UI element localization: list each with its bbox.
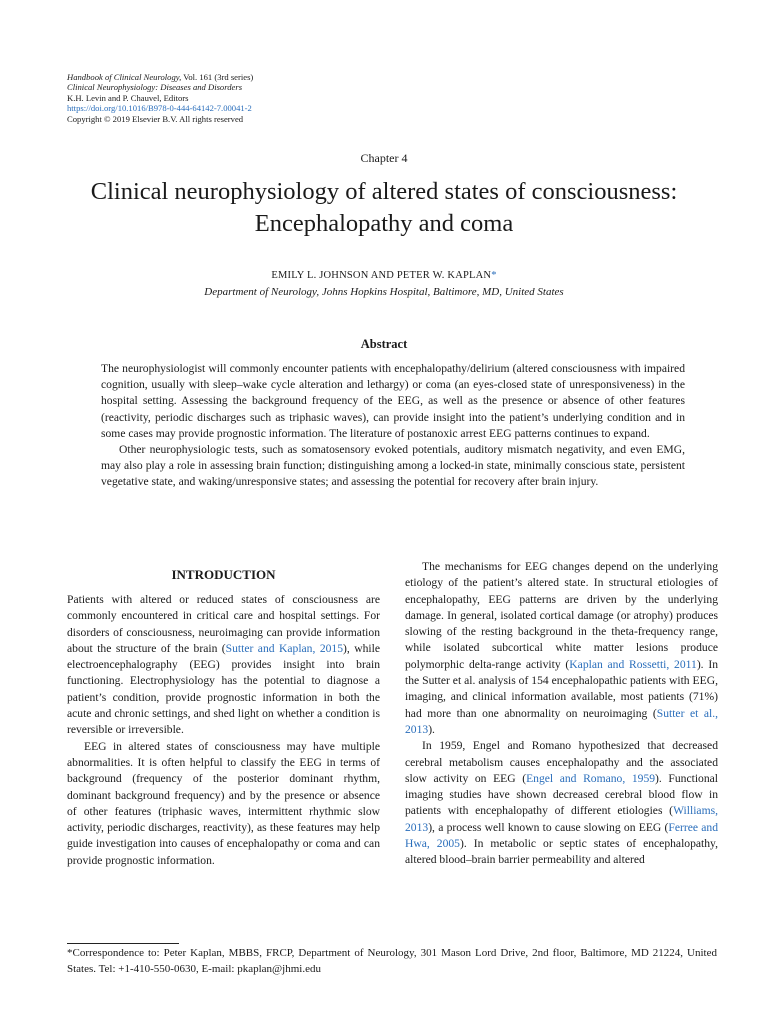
ref-sutter-kaplan-2015[interactable]: Sutter and Kaplan, 2015 xyxy=(225,641,344,655)
intro-p1-text-b: ), while electroencephalography (EEG) provides insight into brain functioning. Electrophysiology has the potential to diagnose a patient’s condition, provide prognostic information in both the acute and chronic settings, and shed light on whether a condition is reversible or irreversible. xyxy=(67,641,380,737)
chapter-title-line2: Encephalopathy and coma xyxy=(254,210,514,237)
abstract-paragraph-1: The neurophysiologist will commonly encounter patients with encephalopathy/delirium (altered consciousness with impaired cognition, usually with sleep–wake cycle alteration and lethargy) or coma (an eyes-closed state of unresponsiveness) in the hospital setting. Assessing the background frequency of the EEG, as well as the presence or absence of other features (reactivity, periodic discharges such as triphasic waves), can provide insight into the patient’s underlying condition and in some cases may provide prognostic information. The literature of postanoxic arrest EEG patterns continues to expand. xyxy=(101,362,685,440)
intro-paragraph-2: EEG in altered states of consciousness may have multiple abnormalities. It is often helpful to classify the EEG in terms of background (frequency of the posterior dominant rhythm, dominant background frequency) and by the presence or absence of other features (triphasic waves, intermittent rhythmic slow activity, periodic discharges, reactivity), as these features may help guide investigation into causes of encephalopathy or coma and can provide prognostic information. xyxy=(67,739,380,867)
right-p2-text-a: In 1959, Engel and Romano hypothesized that decreased cerebral metabolism causes encephalopathy and the associated slow activity on EEG ( xyxy=(405,739,718,785)
right-p1-text-b: ). In the Sutter et al. analysis of 154 encephalopathic patients with EEG, imaging, and clinical information available, most patients (71%) had more than one abnormality on neuroimaging ( xyxy=(405,657,718,720)
right-p2-text-b: ). Functional imaging studies have shown decreased cerebral blood flow in patients with encephalopathy of different etiologies ( xyxy=(405,771,718,818)
doi-link[interactable] xyxy=(67,103,387,113)
book-subtitle: Clinical Neurophysiology: Diseases and Disorders xyxy=(67,82,243,93)
abstract-heading: Abstract xyxy=(360,337,408,351)
abstract-paragraph-2: Other neurophysiologic tests, such as somatosensory evoked potentials, auditory mismatch negativity, and even EMG, may also play a role in assessing brain function; distinguishing among a locked-in state, minimally conscious state, persistent vegetative state, and waking/unresponsive states; and assessing the potential for recovery after brain injury. xyxy=(101,443,685,489)
handbook-title: Handbook of Clinical Neurology, xyxy=(67,72,182,82)
handbook-line xyxy=(67,72,387,82)
right-paragraph-2 xyxy=(405,738,718,868)
handbook-volume: Vol. 161 (3rd series) xyxy=(181,72,254,82)
footnote-divider xyxy=(67,943,179,944)
publication-header xyxy=(67,72,387,124)
ref-sutter-2013[interactable]: Sutter et al., 2013 xyxy=(405,706,719,736)
ref-ferree-hwa-2005[interactable]: Ferree and Hwa, 2005 xyxy=(405,820,719,851)
intro-paragraph-1 xyxy=(67,592,380,739)
chapter-title-line1: Clinical neurophysiology of altered states of consciousness: xyxy=(90,178,678,205)
authors-names: EMILY L. JOHNSON AND PETER W. KAPLAN xyxy=(271,270,492,281)
authors-line xyxy=(0,270,768,281)
left-column xyxy=(67,592,380,869)
ref-engel-romano-1959[interactable]: Engel and Romano, 1959 xyxy=(526,771,656,785)
right-p1-text-c: ). xyxy=(428,722,435,736)
chapter-label: Chapter 4 xyxy=(360,151,408,165)
right-column xyxy=(405,559,718,869)
intro-p1-text-a: Patients with altered or reduced states of consciousness are commonly encountered in critical care and hospital settings. For disorders of consciousness, neuroimaging can provide information about the structure of the brain ( xyxy=(67,593,380,655)
right-paragraph-1 xyxy=(405,559,718,738)
right-p2-text-d: ). In metabolic or septic states of encephalopathy, altered blood–brain barrier permeability and altered xyxy=(405,837,718,867)
right-p2-text-c: ), a process well known to cause slowing on EEG ( xyxy=(428,820,669,834)
copyright-line: Copyright © 2019 Elsevier B.V. All rights reserved xyxy=(67,113,244,124)
doi-link-text[interactable]: https://doi.org/10.1016/B978-0-444-64142-7.00041-2 xyxy=(67,103,252,114)
abstract-body xyxy=(101,361,685,491)
introduction-heading: INTRODUCTION xyxy=(171,567,276,582)
editors-line: K.H. Levin and P. Chauvel, Editors xyxy=(67,92,189,103)
correspondence-footnote: *Correspondence to: Peter Kaplan, MBBS, FRCP, Department of Neurology, 301 Mason Lord Drive, 2nd floor, Baltimore, MD 21224, United States. Tel: +1-410-550-0630, E-mail: pkaplan@jhmi.edu xyxy=(67,947,717,975)
affiliation: Department of Neurology, Johns Hopkins Hospital, Baltimore, MD, United States xyxy=(204,286,564,298)
right-p1-text-a: The mechanisms for EEG changes depend on the underlying etiology of the patient’s altered state. In structural etiologies of encephalopathy, EEG patterns are driven by the underlying damage. In general, isolated cortical damage (or atrophy) produces slowing of the resting background in the theta-frequency range, while isolated subcortical white matter lesions produce polymorphic delta-range activity ( xyxy=(405,560,718,671)
correspondence-marker[interactable]: * xyxy=(491,270,497,281)
chapter-title xyxy=(40,176,728,240)
ref-kaplan-rossetti-2011[interactable]: Kaplan and Rossetti, 2011 xyxy=(569,657,697,671)
ref-williams-2013[interactable]: Williams, 2013 xyxy=(405,804,718,834)
